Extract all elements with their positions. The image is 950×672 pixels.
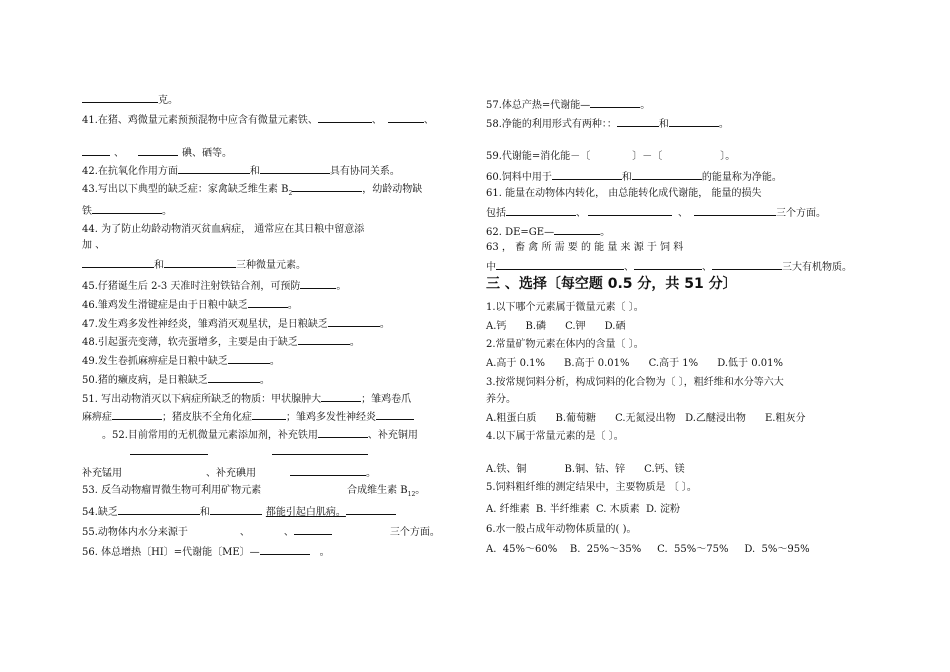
blank[interactable] (617, 116, 659, 127)
blank[interactable] (552, 169, 622, 180)
blank[interactable] (130, 444, 208, 455)
blank[interactable] (210, 504, 262, 515)
blank[interactable] (261, 482, 347, 493)
blank[interactable] (138, 145, 178, 156)
q52-blanks (130, 444, 368, 459)
q45: 45.仔猪诞生后 2-3 天准时注射铁钴合剂，可预防 。 (82, 278, 346, 293)
blank[interactable] (328, 316, 380, 327)
blank[interactable] (590, 97, 640, 108)
blank[interactable] (164, 257, 236, 268)
blank[interactable] (332, 524, 390, 535)
q63-line2: 中 、 、 三大有机物质。 (486, 259, 852, 274)
q49: 49.发生卷抓麻痹症是日粮中缺乏 。 (82, 353, 280, 368)
choice-5-question: 5.饲料粗纤维的测定结果中，主要物质是 〔 〕。 (486, 482, 697, 493)
q44-line1: 44. 为了防止幼龄动物消灭贫血病症， 通常应在其日粮中留意添 (82, 224, 365, 235)
q53: 53. 反刍动物瘤胃微生物可利用矿物元素 合成维生素 $B_{12}$。 (82, 482, 425, 501)
blank[interactable] (298, 334, 350, 345)
q57: 57.体总产热=代谢能— 。 (486, 97, 650, 112)
choice-6-question: 6.水一般占成年动物体质量的( )。 (486, 524, 637, 535)
q50: 50.猪的癞皮病，是日粮缺乏 。 (82, 372, 270, 387)
blank[interactable] (292, 181, 362, 192)
choice-2-options[interactable]: A.高于 0.1% B.高于 0.01% C.高于 1% D.低于 0.01% (486, 358, 783, 369)
q44-line2: 加 、 (82, 240, 106, 251)
q52-line2: 补充锰用 、补充碘用 。 (82, 465, 376, 480)
blank[interactable] (272, 444, 368, 455)
blank[interactable] (250, 524, 284, 535)
q58: 58.净能的利用形式有两种：： 和 。 (486, 116, 729, 131)
blank[interactable] (669, 116, 719, 127)
q51-line2: 麻痹症 ；猪皮肤不全角化症 ；雏鸡多发性神经炎 (82, 409, 414, 424)
blank[interactable] (376, 409, 414, 420)
blank[interactable] (260, 544, 310, 555)
q47: 47.发生鸡多发性神经炎，雏鸡消灭观星状，是日粮缺乏 。 (82, 316, 390, 331)
q51-line1: 51. 写出动物消灭以下病症所缺乏的物质：甲状腺肿大 ；雏鸡卷爪 (82, 391, 411, 406)
choice-3-question-cont: 养分。 (486, 394, 516, 405)
blank[interactable] (178, 163, 250, 174)
q42: 42.在抗氧化作用方面 和 具有协同关系。 (82, 163, 400, 178)
q62: 62. DE=GE— 。 (486, 224, 610, 239)
blank[interactable] (694, 205, 776, 216)
q60: 60.饲料中用于 和 的能量称为净能。 (486, 169, 782, 184)
blank[interactable] (228, 353, 270, 364)
blank[interactable] (92, 203, 162, 214)
choice-2-question: 2.常量矿物元素在体内的含量〔 〕。 (486, 339, 644, 350)
choice-1-options[interactable]: A.钙 B.磷 C.钾 D.硒 (486, 321, 626, 332)
q61-line1: 61. 能量在动物体内转化， 由总能转化成代谢能， 能量的损失 (486, 188, 762, 199)
blank[interactable] (118, 504, 200, 515)
choice-3-options[interactable]: A.粗蛋白质 B.葡萄糖 C.无氮浸出物 D.乙醚浸出物 E.粗灰分 (486, 413, 806, 424)
blank[interactable] (252, 409, 286, 420)
q41-line2: 、 碘、硒等。 (82, 145, 232, 160)
section-heading: 三 、选择〔每空题 0.5 分，共 51 分〕 (486, 276, 737, 292)
blank[interactable] (496, 259, 624, 270)
blank[interactable] (248, 297, 288, 308)
blank[interactable] (318, 427, 368, 438)
blank[interactable] (506, 205, 576, 216)
blank[interactable] (122, 465, 206, 476)
blank[interactable] (208, 372, 260, 383)
blank[interactable] (112, 409, 162, 420)
blank[interactable] (294, 524, 332, 535)
choice-6-options[interactable]: A. 45%～60% B. 25%～35% C. 55%～75% D. 5%～95% (486, 544, 810, 555)
blank[interactable] (82, 257, 154, 268)
blank[interactable] (300, 278, 336, 289)
blank[interactable] (346, 504, 396, 515)
blank[interactable] (588, 205, 672, 216)
choice-4-options[interactable]: A.铁、铜 B.铜、钴、锌 C.钙、镁 (486, 464, 685, 475)
q52-line1: 。52.目前常用的无机微量元素添加剂，补充铁用 、补充铜用 (102, 427, 418, 442)
blank[interactable] (188, 524, 240, 535)
q63-line1: 63 ， 畜 禽 所 需 要 的 能 量 来 源 于 饲 料 (486, 242, 684, 253)
blank[interactable] (634, 259, 702, 270)
q48: 48.引起蛋壳变薄，软壳蛋增多，主要是由于缺乏 。 (82, 334, 360, 349)
q40-tail-line: 克。 (82, 92, 178, 107)
q55: 55.动物体内水分来源于 、 、 三个方面。 (82, 524, 440, 539)
blank[interactable] (82, 92, 158, 103)
blank[interactable] (318, 112, 372, 123)
blank[interactable] (256, 465, 290, 476)
q61-line2: 包括 、 、 三个方面。 (486, 205, 826, 220)
q46: 46.雏鸡发生滑键症是由于日粮中缺乏 。 (82, 297, 298, 312)
q43-line1: 43.写出以下典型的缺乏症：家禽缺乏维生素 $B_2$ ，幼龄动物缺 (82, 181, 422, 200)
choice-5-options[interactable]: A. 纤维素 B. 半纤维素 C. 木质素 D. 淀粉 (486, 504, 681, 515)
q56: 56. 体总增热〔HI〕=代谢能〔ME〕— 。 (82, 544, 330, 559)
blank[interactable] (290, 465, 366, 476)
blank[interactable] (321, 391, 361, 402)
blank[interactable] (712, 259, 782, 270)
choice-3-question: 3.按常规饲料分析，构成饲料的化合物为〔 〕，粗纤维和水分等六大 (486, 377, 784, 388)
blank[interactable] (388, 112, 424, 123)
q59: 59.代谢能=消化能－〔 〕－〔 〕。 (486, 151, 736, 162)
blank[interactable] (82, 145, 110, 156)
q54: 54.缺乏 和 都能引起白肌病。 (82, 504, 396, 519)
choice-1-question: 1.以下哪个元素属于微量元素〔 〕。 (486, 302, 644, 313)
q41-line1: 41.在猪、鸡微量元素预预混物中应含有微量元素铁、 、 、 (82, 112, 434, 127)
q44-line3: 和 三种微量元素。 (82, 257, 306, 272)
blank[interactable] (260, 163, 330, 174)
blank[interactable] (632, 169, 702, 180)
choice-4-question: 4.以下属于常量元素的是〔 〕。 (486, 431, 624, 442)
blank[interactable] (554, 224, 600, 235)
q43-line2: 铁 。 (82, 203, 172, 218)
